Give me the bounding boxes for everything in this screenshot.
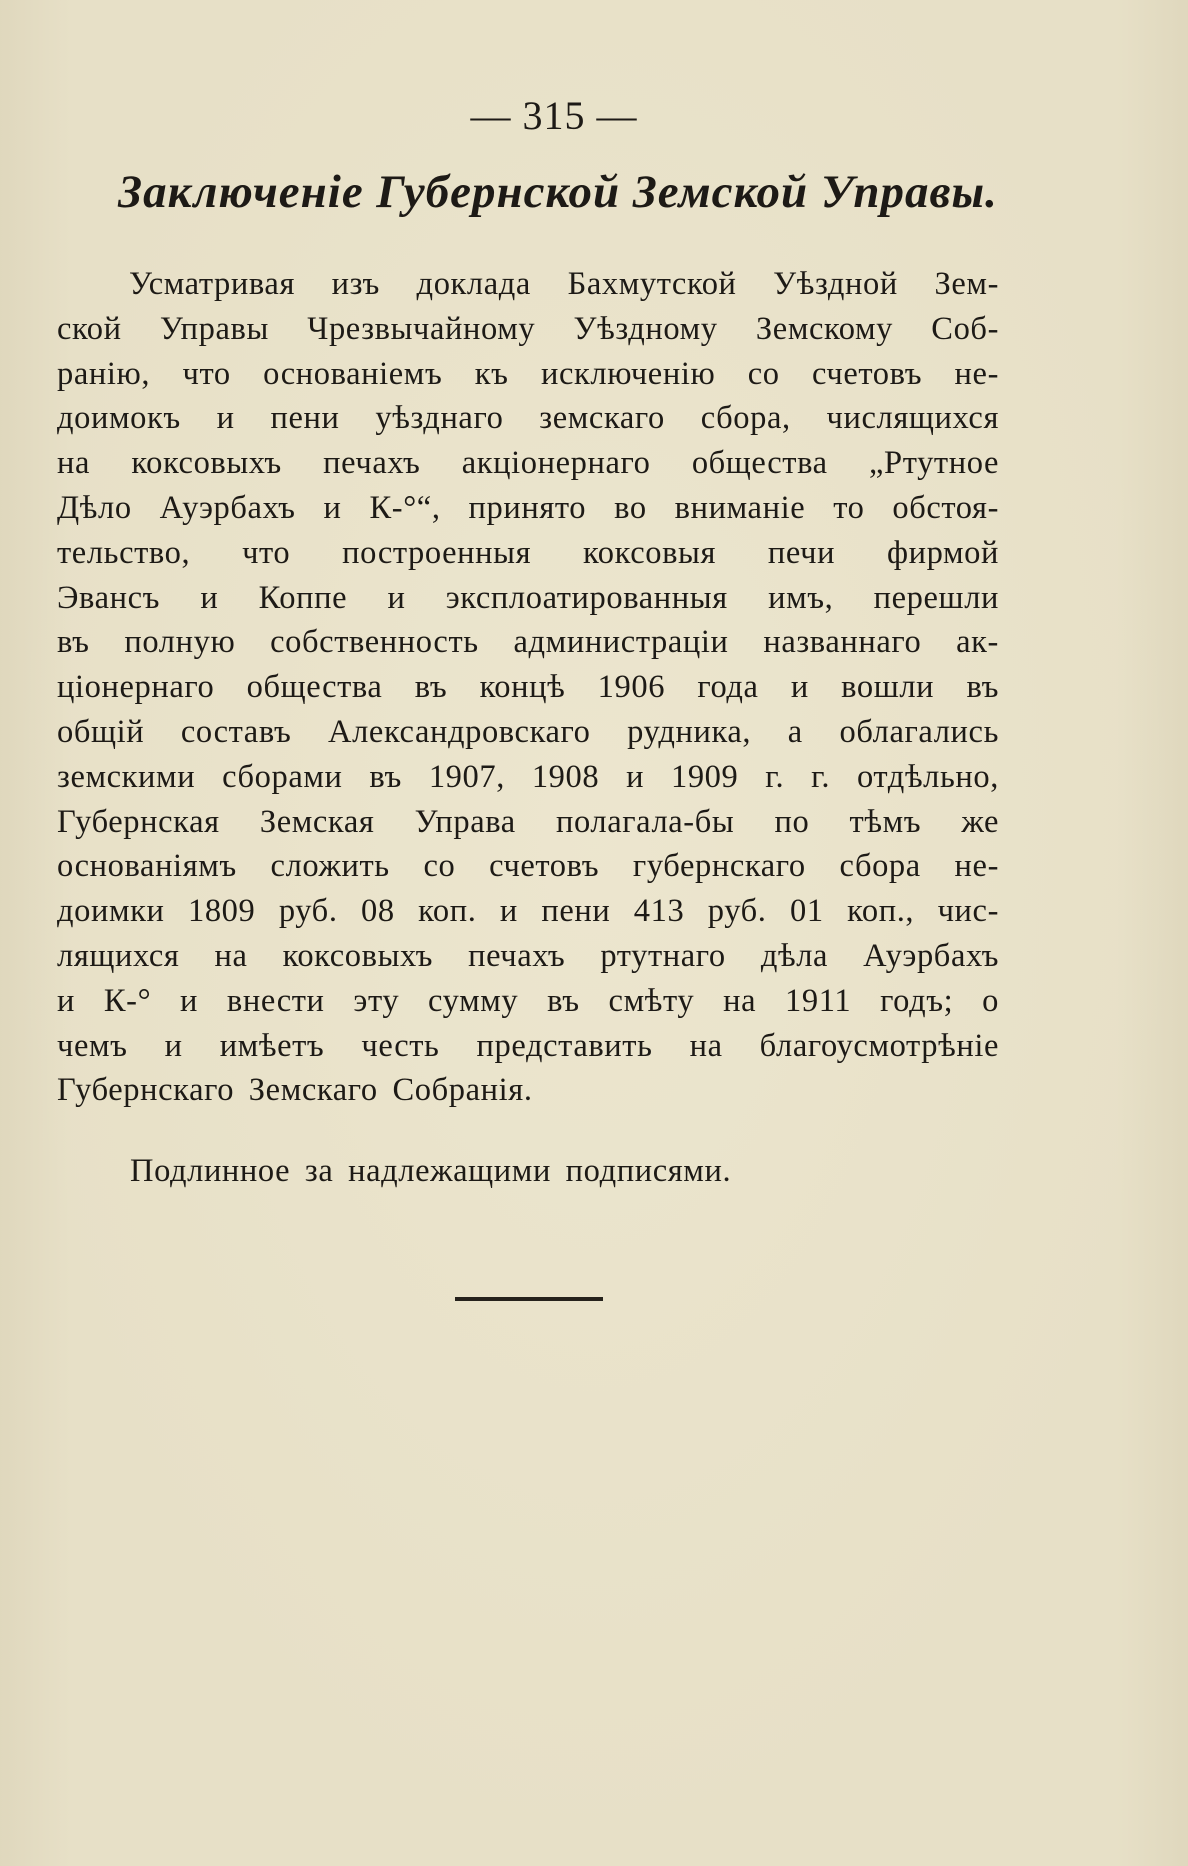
text-line: Усматривая изъ доклада Бахмутской Уѣздной Зем- xyxy=(129,266,999,302)
text-line: ской Управы Чрезвычайному Уѣздному Земскому Соб- xyxy=(57,310,999,347)
text-line: ціонернаго общества въ концѣ 1906 года и вошли въ xyxy=(57,669,999,706)
text-line: Дѣло Ауэрбахъ и К-°“, принято во вниманіе то обстоя- xyxy=(57,489,999,526)
section-divider xyxy=(455,1297,603,1301)
page-title: Заключеніе Губернской Земской Управы. xyxy=(118,166,998,218)
closing-note: Подлинное за надлежащими подписями. xyxy=(130,1153,732,1189)
page-number: — 315 — xyxy=(470,93,638,138)
text-line: доимокъ и пени уѣзднаго земскаго сбора, числящихся xyxy=(57,400,999,437)
text-line: Губернская Земская Управа полагала-бы по тѣмъ же xyxy=(57,803,999,840)
text-line: Эвансъ и Коппе и эксплоатированныя имъ, перешли xyxy=(57,579,999,616)
text-line: въ полную собственность администраціи названнаго ак- xyxy=(57,624,999,661)
text-line: и К-° и внести эту сумму въ смѣту на 1911 годъ; о xyxy=(57,982,999,1019)
text-line: доимки 1809 руб. 08 коп. и пени 413 руб. 01 коп., чис- xyxy=(57,893,999,930)
text-line: на коксовыхъ печахъ акціонернаго общества „Ртутное xyxy=(57,445,999,482)
text-line: ранію, что основаніемъ къ исключенію со счетовъ не- xyxy=(57,355,999,392)
text-line: общій составъ Александровскаго рудника, а облагались xyxy=(57,713,999,750)
text-line: основаніямъ сложить со счетовъ губернскаго сбора не- xyxy=(57,848,999,885)
text-line: земскими сборами въ 1907, 1908 и 1909 г. г. отдѣльно, xyxy=(57,758,999,795)
body-paragraph xyxy=(57,262,999,1113)
text-line: лящихся на коксовыхъ печахъ ртутнаго дѣла Ауэрбахъ xyxy=(57,937,999,974)
text-line: чемъ и имѣетъ честь представить на благоусмотрѣніе xyxy=(57,1027,999,1064)
text-line: тельство, что построенныя коксовыя печи фирмой xyxy=(57,534,999,571)
text-line: Губернскаго Земскаго Собранія. xyxy=(57,1072,533,1109)
